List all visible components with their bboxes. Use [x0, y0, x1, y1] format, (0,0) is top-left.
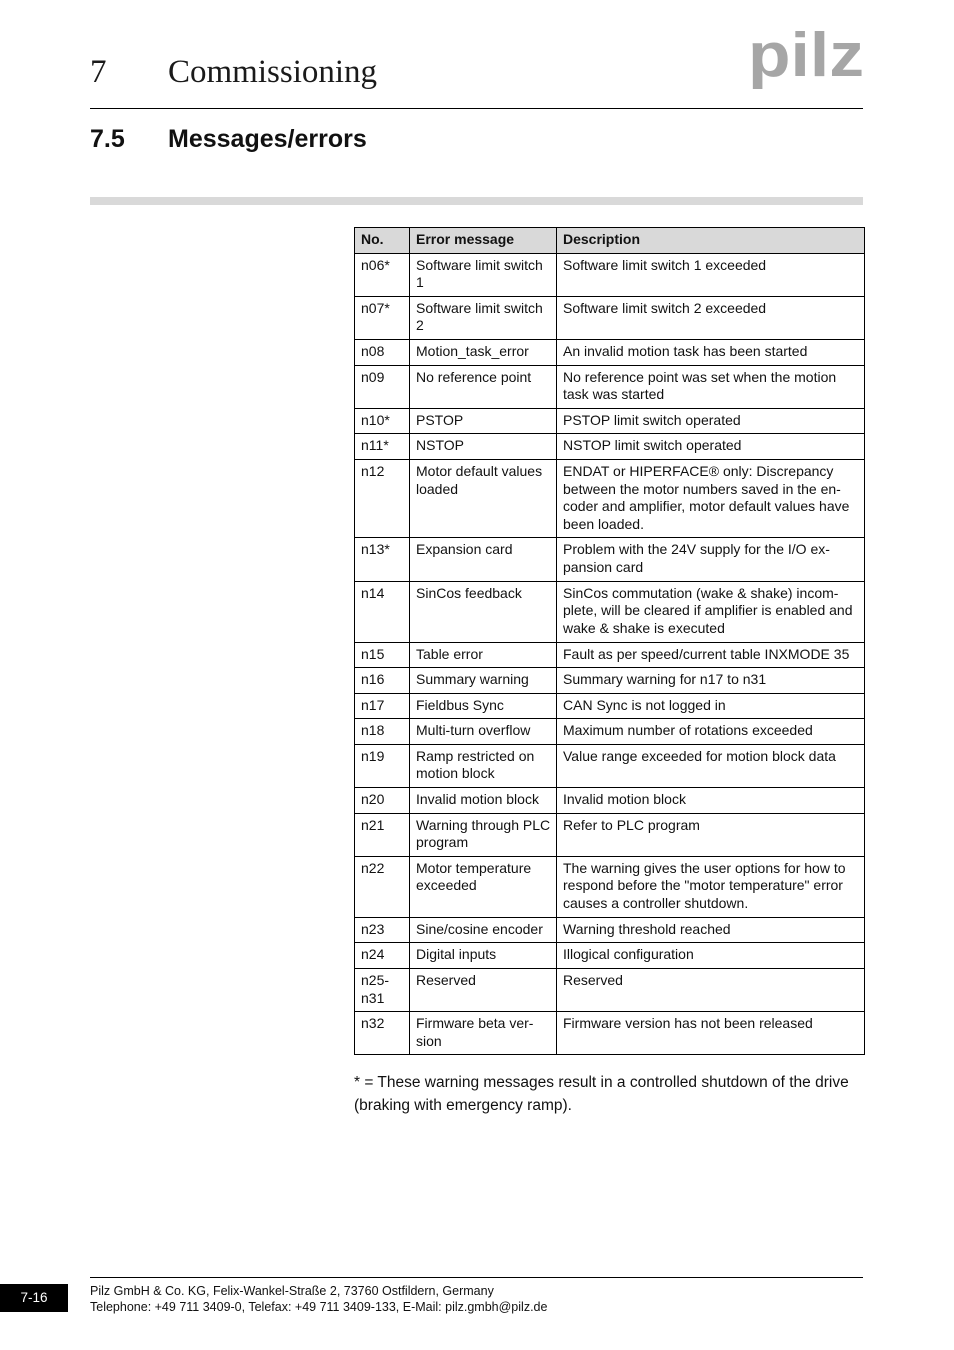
column-header-error-message: Error message: [410, 228, 557, 254]
cell-message: Motion_task_error: [410, 339, 557, 365]
cell-message: Ramp restricted on motion block: [410, 744, 557, 787]
cell-description: No reference point was set when the motion task was started: [557, 365, 865, 408]
cell-no: n17: [355, 693, 410, 719]
table-row: [355, 365, 865, 408]
cell-description: The warning gives the user options for how to respond before the "motor temperature" error causes a controller shutdown.: [557, 856, 865, 917]
cell-message: Motor temperature exceeded: [410, 856, 557, 917]
page-number: 7-16: [0, 1284, 68, 1312]
cell-no: n14: [355, 581, 410, 642]
table-row: [355, 744, 865, 787]
cell-message: NSTOP: [410, 434, 557, 460]
cell-description: Illogical configuration: [557, 943, 865, 969]
section-title: Messages/errors: [168, 125, 367, 153]
cell-no: n19: [355, 744, 410, 787]
cell-message: Software limit switch 2: [410, 296, 557, 339]
table-row: [355, 719, 865, 745]
error-messages-table: [354, 227, 865, 1055]
cell-description: CAN Sync is not logged in: [557, 693, 865, 719]
cell-no: n07*: [355, 296, 410, 339]
cell-message: Expansion card: [410, 538, 557, 581]
cell-no: n11*: [355, 434, 410, 460]
footer-address: Pilz GmbH & Co. KG, Felix-Wankel-Straße 2, 73760 Ostfildern, Germany: [90, 1284, 494, 1298]
table-row: [355, 969, 865, 1012]
cell-description: NSTOP limit switch operated: [557, 434, 865, 460]
section-divider-bar: [90, 197, 863, 205]
pilz-logo-text: pilz: [748, 26, 864, 90]
cell-description: Software limit switch 1 exceeded: [557, 253, 865, 296]
cell-description: Firmware version has not been released: [557, 1012, 865, 1055]
cell-description: Reserved: [557, 969, 865, 1012]
cell-no: n21: [355, 813, 410, 856]
table-row: [355, 788, 865, 814]
table-row: [355, 434, 865, 460]
cell-message: Digital inputs: [410, 943, 557, 969]
footer-contact: Telephone: +49 711 3409-0, Telefax: +49 711 3409-133, E-Mail: pilz.gmbh@pilz.de: [90, 1300, 548, 1314]
cell-description: An invalid motion task has been started: [557, 339, 865, 365]
table-row: [355, 296, 865, 339]
cell-description: PSTOP limit switch operated: [557, 408, 865, 434]
column-header-no: No.: [355, 228, 410, 254]
cell-description: Invalid motion block: [557, 788, 865, 814]
column-header-description: Description: [557, 228, 865, 254]
cell-description: ENDAT or HIPERFACE® only: Discrepancy between the motor numbers saved in the en-coder and amplifier, motor default values have been loaded.: [557, 459, 865, 537]
table-row: [355, 856, 865, 917]
table-row: [355, 943, 865, 969]
cell-message: Table error: [410, 642, 557, 668]
cell-message: Sine/cosine encoder: [410, 917, 557, 943]
table-row: [355, 581, 865, 642]
cell-no: n09: [355, 365, 410, 408]
cell-no: n12: [355, 459, 410, 537]
cell-message: Software limit switch 1: [410, 253, 557, 296]
cell-message: No reference point: [410, 365, 557, 408]
cell-message: Motor default values loaded: [410, 459, 557, 537]
cell-no: n10*: [355, 408, 410, 434]
cell-no: n18: [355, 719, 410, 745]
footnote: * = These warning messages result in a controlled shutdown of the drive (braking with emergency ramp).: [354, 1074, 849, 1114]
cell-no: n23: [355, 917, 410, 943]
cell-no: n24: [355, 943, 410, 969]
cell-description: Problem with the 24V supply for the I/O ex-pansion card: [557, 538, 865, 581]
cell-no: n16: [355, 668, 410, 694]
cell-description: Summary warning for n17 to n31: [557, 668, 865, 694]
table-row: [355, 253, 865, 296]
table-row: [355, 668, 865, 694]
table-header-row: [355, 228, 865, 254]
cell-no: n08: [355, 339, 410, 365]
header-rule: [90, 108, 863, 109]
cell-message: Summary warning: [410, 668, 557, 694]
table-row: [355, 693, 865, 719]
table-row: [355, 642, 865, 668]
cell-description: Warning threshold reached: [557, 917, 865, 943]
table-row: [355, 538, 865, 581]
table-row: [355, 917, 865, 943]
cell-no: n22: [355, 856, 410, 917]
cell-description: Refer to PLC program: [557, 813, 865, 856]
cell-message: PSTOP: [410, 408, 557, 434]
cell-no: n32: [355, 1012, 410, 1055]
table-row: [355, 1012, 865, 1055]
cell-message: Invalid motion block: [410, 788, 557, 814]
cell-description: Fault as per speed/current table INXMODE 35: [557, 642, 865, 668]
table-row: [355, 408, 865, 434]
cell-no: n20: [355, 788, 410, 814]
cell-description: Software limit switch 2 exceeded: [557, 296, 865, 339]
cell-no: n06*: [355, 253, 410, 296]
cell-message: Warning through PLC program: [410, 813, 557, 856]
cell-description: Maximum number of rotations exceeded: [557, 719, 865, 745]
cell-no: n15: [355, 642, 410, 668]
table-row: [355, 459, 865, 537]
footer-rule: [90, 1277, 863, 1278]
chapter-title: Commissioning: [168, 54, 378, 90]
cell-no: n25-n31: [355, 969, 410, 1012]
cell-no: n13*: [355, 538, 410, 581]
table-row: [355, 813, 865, 856]
chapter-number: 7: [90, 54, 107, 90]
table-row: [355, 339, 865, 365]
cell-message: Multi-turn overflow: [410, 719, 557, 745]
cell-message: SinCos feedback: [410, 581, 557, 642]
cell-message: Reserved: [410, 969, 557, 1012]
cell-description: Value range exceeded for motion block data: [557, 744, 865, 787]
section-number: 7.5: [90, 125, 125, 153]
pilz-logo: [748, 26, 864, 94]
cell-description: SinCos commutation (wake & shake) incom-plete, will be cleared if amplifier is enabled and wake & shake is executed: [557, 581, 865, 642]
cell-message: Fieldbus Sync: [410, 693, 557, 719]
cell-message: Firmware beta ver-sion: [410, 1012, 557, 1055]
